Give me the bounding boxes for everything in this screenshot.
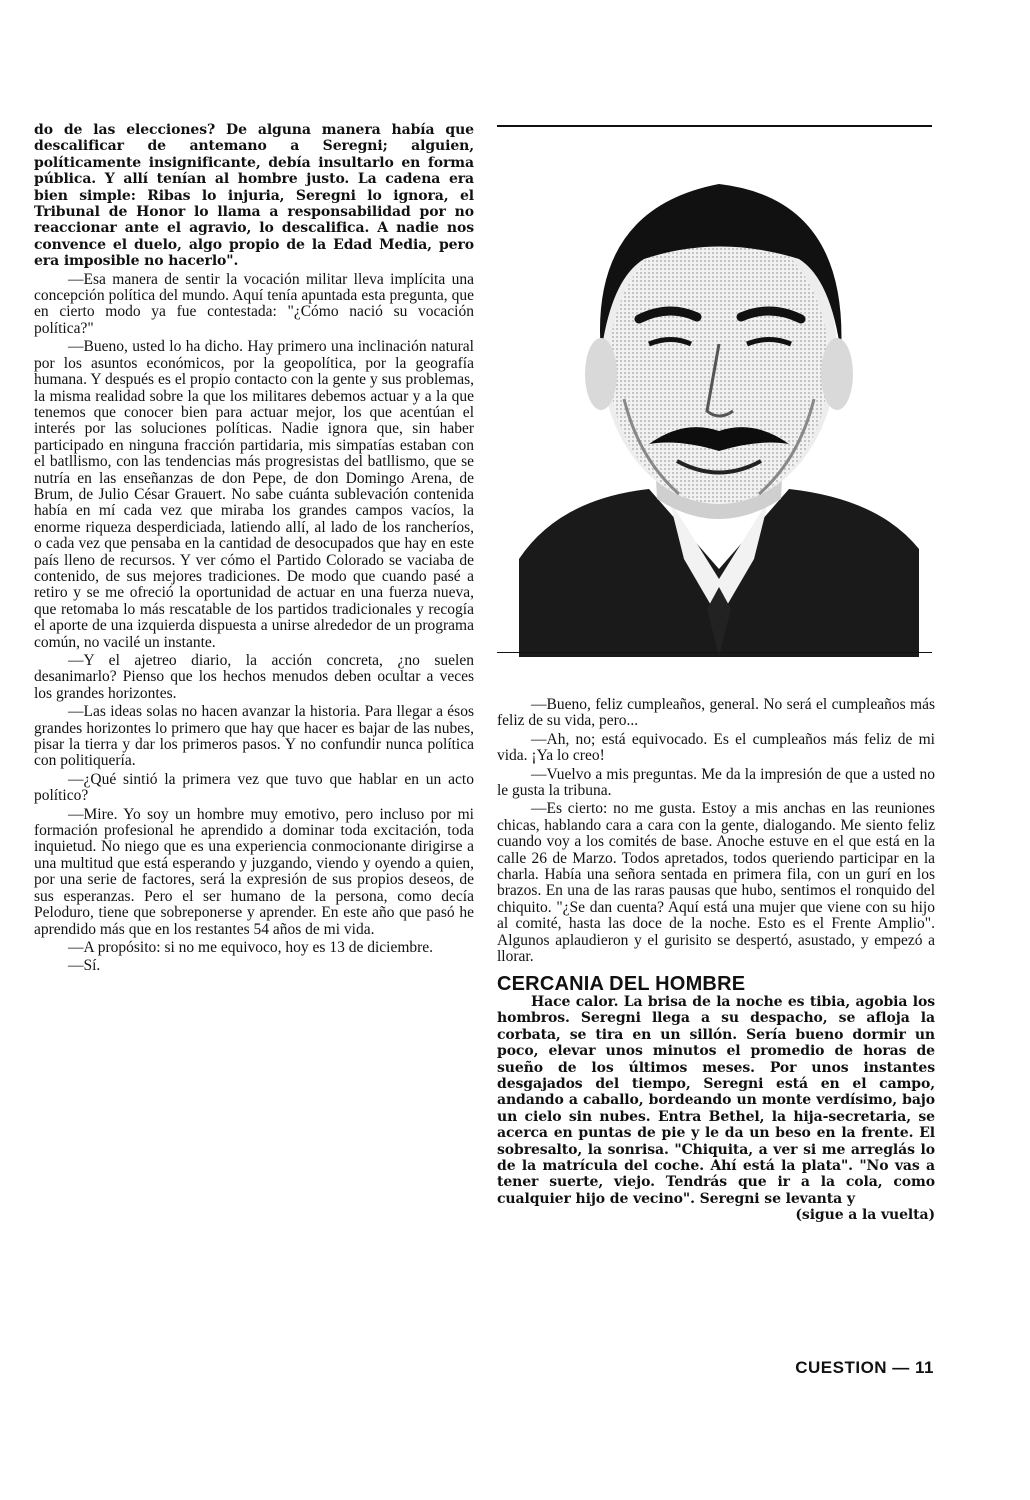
photo-bottom-rule	[497, 652, 932, 653]
section-heading: CERCANIA DEL HOMBRE	[497, 972, 746, 995]
answer-paragraph: —Ah, no; está equivocado. Es el cumpleaños más feliz de mi vida. ¡Ya lo creo!	[497, 730, 935, 765]
page-footer: CUESTION — 11	[795, 1358, 934, 1377]
answer-paragraph: —Bueno, usted lo ha dicho. Hay primero una inclinación natural por los asuntos económicos, por la geopolítica, por la geografía humana. Y después es el propio contacto con la gente y sus problemas, la misma realidad sobre la que los militares debemos actuar y a la que tenemos que conocer bien para actuar mejor, los que acentúan el interés por las soluciones políticas. Nadie ignora que, sin haber participado en ninguna fracción partidaria, mis simpatías estaban con el batllismo, con las tendencias más progresistas del batllismo, que se nutría en las enseñanzas de don Pepe, de don Domingo Arena, de Brum, de Julio César Grauert. No sabe cuánta sublevación contenida había en mí cada vez que miraba los grandes campos vacíos, la enorme riqueza desperdiciada, latiendo allí, al lado de los rancheríos, o cada vez que pensaba en la cantidad de desocupados que hay en este país lleno de recursos. Y ver cómo el Partido Colorado se vaciaba de contenido, de sus mejores tradiciones. De modo que cuando pasé a retiro y se me ofreció la oportunidad de actuar en una fuerza nueva, que retomaba lo más rescatable de los partidos tradicionales y recogía el aporte de una izquierda dispuesta a unirse alrededor de un programa común, no vacilé un instante.	[34, 338, 474, 651]
intro-paragraph: do de las elecciones? De alguna manera había que descalificar de antemano a Seregni; alguien, políticamente insignificante, debía insultarlo en forma pública. Y allí tenían al hombre justo. La cadena era bien simple: Ribas lo injuria, Seregni lo ignora, el Tribunal de Honor lo llama a responsabilidad por no reaccionar ante el agravio, lo descalifica. A nadie nos convence el duelo, algo propio de la Edad Media, pero era imposible no hacerlo".	[34, 122, 474, 270]
question-paragraph: —Bueno, feliz cumpleaños, general. No será el cumpleaños más feliz de su vida, pero...	[497, 696, 935, 730]
answer-paragraph: —Sí.	[68, 957, 101, 975]
question-paragraph: —Y el ajetreo diario, la acción concreta, ¿no suelen desanimarlo? Pienso que los hechos menudos deben ocultar a veces los grandes horizontes.	[34, 652, 474, 702]
continued-note: (sigue a la vuelta)	[795, 1207, 935, 1224]
answer-paragraph: —Las ideas solas no hacen avanzar la historia. Para llegar a ésos grandes horizontes lo primero que hay que hacer es bajar de las nubes, pisar la tierra y dar los primeros pasos. Y no confundir nunca política con politiquería.	[34, 703, 474, 770]
right-column	[497, 697, 935, 1224]
answer-paragraph: —Mire. Yo soy un hombre muy emotivo, pero incluso por mi formación profesional he aprendido a dominar toda excitación, toda inquietud. No niego que es una experiencia conmocionante dirigirse a una multitud que está esperando y juzgando, viendo y oyendo a quien, por una serie de factores, será la expresión de sus propios deseos, de sus esperanzas. Pero el ser humano de la persona, como decía Peloduro, tiene que sobreponerse y aprender. En este año que pasó he aprendido más que en los restantes 54 años de mi vida.	[34, 805, 474, 938]
photo-frame	[497, 125, 932, 655]
portrait-photo	[519, 139, 919, 657]
question-paragraph: —Vuelvo a mis preguntas. Me da la impresión de que a usted no le gusta la tribuna.	[497, 765, 935, 800]
left-column	[34, 122, 474, 975]
question-paragraph: —¿Qué sintió la primera vez que tuvo que hablar en un acto político?	[34, 770, 474, 805]
answer-paragraph: —Es cierto: no me gusta. Estoy a mis anchas en las reuniones chicas, hablando cara a cara con la gente, dialogando. Me siento feliz cuando voy a los comités de base. Anoche estuve en el que está en la calle 26 de Marzo. Todos apretados, todos queriendo participar en la charla. Había una señora sentada en primera fila, con un gurí en los brazos. En una de las raras pausas que hubo, sentimos el ronquido del chiquito. "¿Se dan cuenta? Aquí está una mujer que viene con su hijo al comité, hasta las doce de la noche. Esto es el Frente Amplio". Algunos aplaudieron y el gurisito se despertó, asustado, y empezó a llorar.	[497, 800, 935, 966]
question-paragraph: —A propósito: si no me equivoco, hoy es 13 de diciembre.	[68, 938, 434, 956]
question-paragraph: —Esa manera de sentir la vocación militar lleva implícita una concepción política del mundo. Aquí tenía apuntada esta pregunta, que en cierto modo ya fue contestada: "¿Cómo nació su vocación política?"	[34, 270, 474, 337]
section-paragraph: Hace calor. La brisa de la noche es tibia, agobia los hombros. Seregni llega a su despacho, se afloja la corbata, se tira en un sillón. Sería bueno dormir un poco, elevar unos minutos el promedio de horas de sueño de los últimos meses. Por unos instantes desgajados del tiempo, Seregni está en el campo, andando a caballo, bordeando un monte verdísimo, bajo un cielo sin nubes. Entra Bethel, la hija-secretaria, se acerca en puntas de pie y le da un beso en la frente. El sobresalto, la sonrisa. "Chiquita, a ver si me arreglás lo de la matrícula del coche. Ahí está la plata". "No vas a tener suerte, viejo. Tendrás que ir a la cola, como cualquier hijo de vecino". Seregni se levanta y	[497, 993, 935, 1207]
